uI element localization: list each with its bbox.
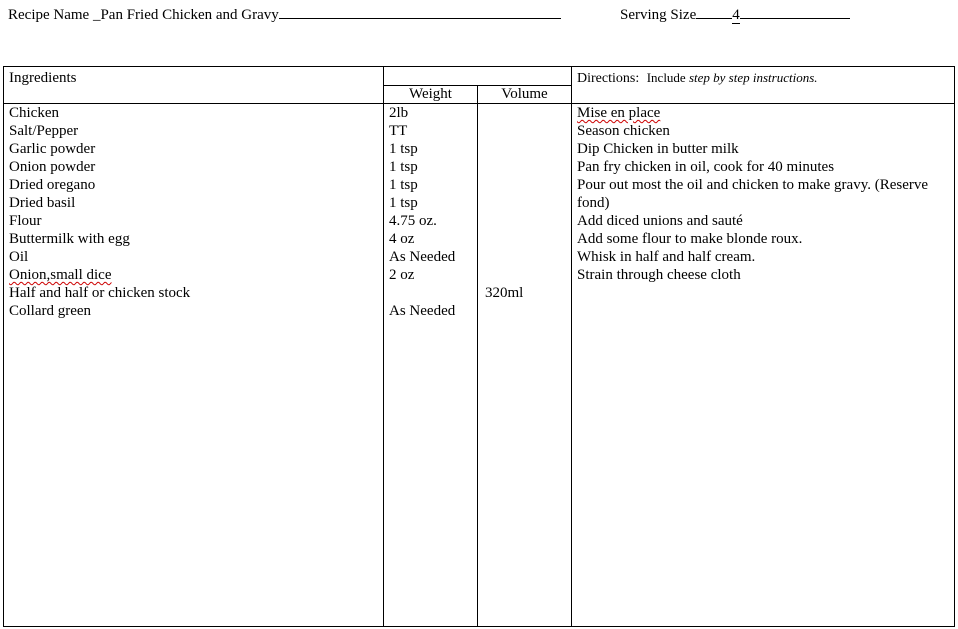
ingredient-volume <box>483 140 566 158</box>
direction-step: Pan fry chicken in oil, cook for 40 minutes <box>577 159 835 175</box>
ingredient-name: Onion,small dice <box>9 267 112 283</box>
ingredient-weight: As Needed <box>389 303 456 319</box>
direction-step: Pour out most the oil and chicken to make gravy. (Reserve fond) <box>577 177 929 211</box>
ingredient-volume <box>483 122 566 140</box>
serving-size-underline-right <box>740 4 850 19</box>
ingredient-volume: 320ml <box>485 285 524 301</box>
ingredient-name: Oil <box>9 249 29 265</box>
direction-step: Season chicken <box>577 123 670 139</box>
ingredient-volume <box>483 230 566 248</box>
ingredient-name: Half and half or chicken stock <box>9 285 191 301</box>
recipe-name-underline <box>279 4 561 19</box>
ingredient-volume <box>483 176 566 194</box>
direction-step: Dip Chicken in butter milk <box>577 141 739 157</box>
ingredient-weight: 1 tsp <box>389 177 418 193</box>
ingredient-name: Salt/Pepper <box>9 123 79 139</box>
ingredients-cell <box>4 104 384 627</box>
serving-size-value: 4 <box>732 7 740 23</box>
volume-cell <box>478 104 572 627</box>
directions-label: Directions: <box>577 71 640 86</box>
volume-list <box>483 104 566 320</box>
direction-step: Whisk in half and half cream. <box>577 249 756 265</box>
ingredient-weight: 1 tsp <box>389 141 418 157</box>
ingredient-name: Buttermilk with egg <box>9 231 130 247</box>
ingredient-list <box>9 104 378 320</box>
weight-header: Weight <box>384 86 478 104</box>
directions-note-italic: step by step instructions. <box>688 70 818 85</box>
direction-step: Strain through cheese cloth <box>577 267 741 283</box>
weight-cell <box>384 104 478 627</box>
ingredient-volume <box>483 194 566 212</box>
recipe-name-label: Recipe Name _Pan Fried Chicken and Gravy <box>8 7 279 23</box>
ingredient-weight: 2lb <box>389 105 409 121</box>
ingredient-volume <box>483 302 566 320</box>
ingredient-weight: 1 tsp <box>389 195 418 211</box>
ingredients-header: Ingredients <box>4 67 384 104</box>
serving-size-underline-left <box>696 4 732 19</box>
recipe-table <box>3 66 955 627</box>
serving-size-line <box>620 4 850 24</box>
direction-step: Mise en place <box>577 105 661 121</box>
directions-list <box>577 104 949 284</box>
volume-header: Volume <box>478 86 572 104</box>
ingredient-volume <box>483 248 566 266</box>
ingredient-volume <box>483 158 566 176</box>
directions-header <box>572 67 955 104</box>
ingredient-weight: TT <box>389 123 408 139</box>
ingredient-name: Chicken <box>9 105 59 121</box>
ingredient-weight <box>389 284 472 302</box>
ingredient-weight: 4 oz <box>389 231 415 247</box>
ingredient-volume <box>483 266 566 284</box>
direction-step: Add diced unions and sauté <box>577 213 743 229</box>
recipe-name-line <box>8 4 561 24</box>
ingredient-weight: 4.75 oz. <box>389 213 437 229</box>
directions-note <box>647 70 818 85</box>
directions-cell <box>572 104 955 627</box>
ingredient-weight: 1 tsp <box>389 159 418 175</box>
serving-size-label: Serving Size <box>620 7 697 23</box>
ingredient-name: Collard green <box>9 303 92 319</box>
direction-step: Add some flour to make blonde roux. <box>577 231 803 247</box>
ingredient-weight: As Needed <box>389 249 456 265</box>
directions-note-prefix: Include <box>646 70 689 85</box>
ingredient-volume <box>483 212 566 230</box>
measure-header-blank <box>384 67 572 86</box>
ingredient-weight: 2 oz <box>389 267 415 283</box>
ingredient-name: Dried oregano <box>9 177 96 193</box>
weight-list <box>389 104 472 320</box>
ingredient-name: Dried basil <box>9 195 76 211</box>
ingredient-name: Garlic powder <box>9 141 96 157</box>
ingredient-name: Flour <box>9 213 42 229</box>
ingredient-volume <box>483 104 566 122</box>
ingredient-name: Onion powder <box>9 159 96 175</box>
